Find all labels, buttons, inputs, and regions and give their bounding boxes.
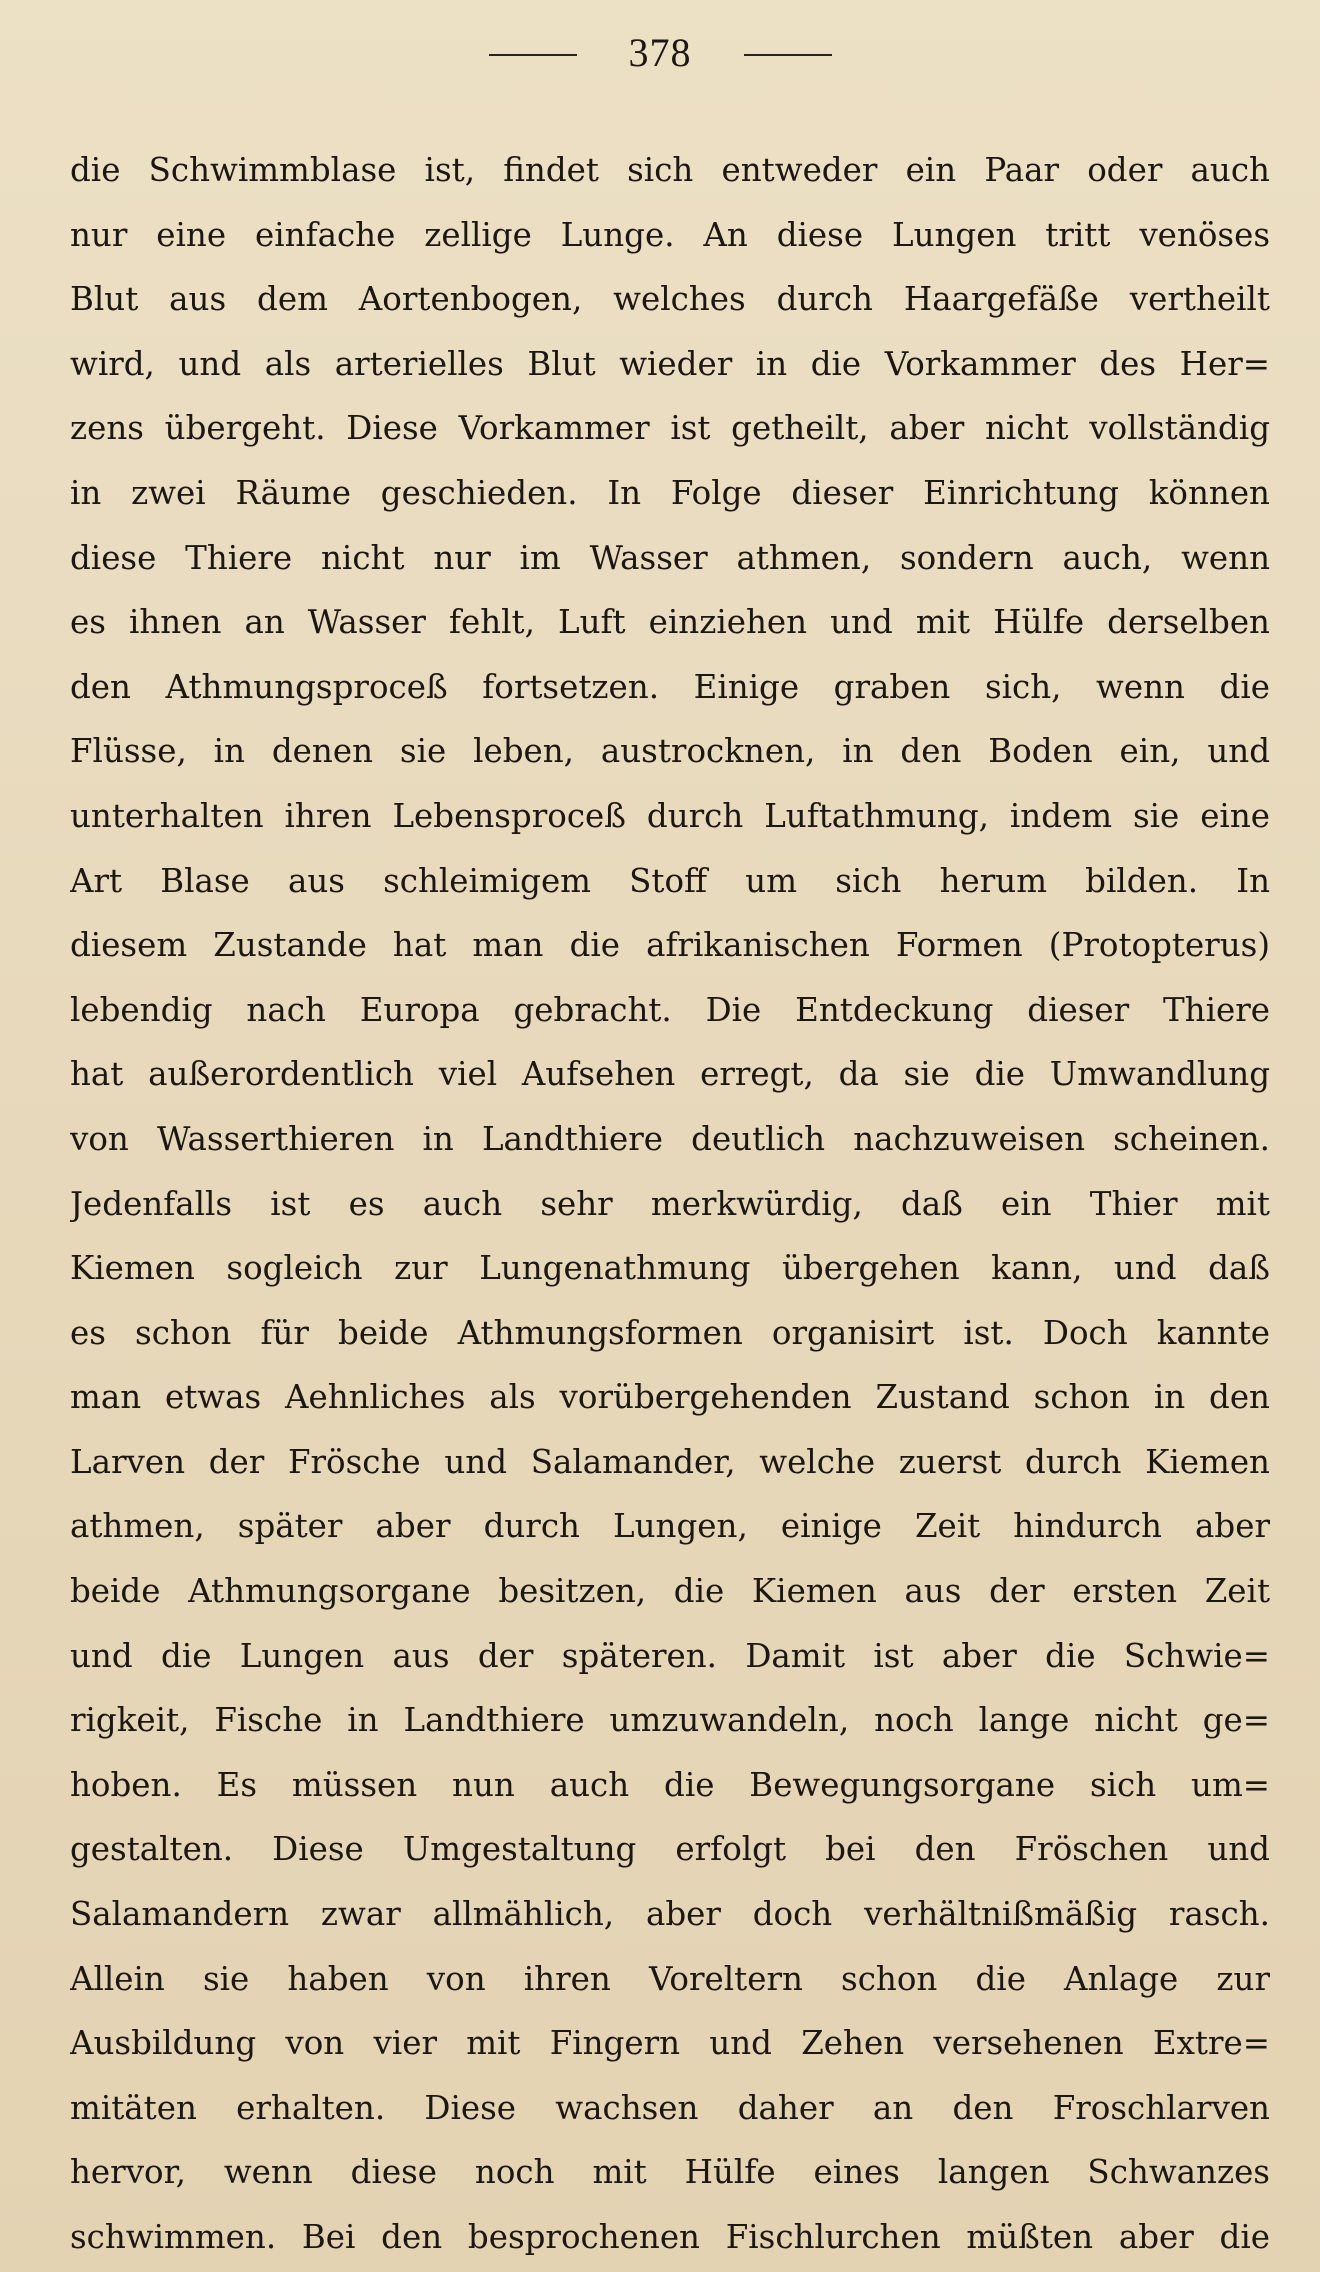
text-line: beide Athmungsorgane besitzen, die Kiemen aus der ersten Zeit: [70, 1572, 1270, 1611]
text-line: lebendig nach Europa gebracht. Die Entdeckung dieser Thiere: [70, 990, 1270, 1029]
body-text: [70, 138, 1270, 2270]
text-line: und die Lungen aus der späteren. Damit ist aber die Schwie=: [70, 1636, 1270, 1675]
text-line: die Schwimmblase ist, findet sich entweder ein Paar oder auch: [70, 151, 1270, 189]
text-line: zens übergeht. Diese Vorkammer ist getheilt, aber nicht vollständig: [70, 409, 1270, 448]
text-line: rigkeit, Fische in Landthiere umzuwandeln, noch lange nicht ge=: [70, 1701, 1270, 1740]
text-line: unterhalten ihren Lebensproceß durch Luftathmung, indem sie eine: [70, 796, 1270, 835]
text-line: Art Blase aus schleimigem Stoff um sich herum bilden. In: [70, 861, 1270, 900]
text-line: es schon für beide Athmungsformen organisirt ist. Doch kannte: [70, 1313, 1270, 1352]
text-line: Ausbildung von vier mit Fingern und Zehen versehenen Extre=: [70, 2024, 1270, 2063]
text-line: schwimmen. Bei den besprochenen Fischlurchen müßten aber die: [70, 2218, 1270, 2256]
text-line: Allein sie haben von ihren Voreltern schon die Anlage zur: [70, 1959, 1270, 1998]
text-line: diesem Zustande hat man die afrikanischen Formen (Protopterus): [70, 926, 1270, 965]
text-line: in zwei Räume geschieden. In Folge dieser Einrichtung können: [70, 473, 1270, 512]
text-line: diese Thiere nicht nur im Wasser athmen, sondern auch, wenn: [70, 538, 1270, 577]
text-line: athmen, später aber durch Lungen, einige Zeit hindurch aber: [70, 1507, 1270, 1546]
text-line: hoben. Es müssen nun auch die Bewegungsorgane sich um=: [70, 1765, 1270, 1804]
text-line: gestalten. Diese Umgestaltung erfolgt bei den Fröschen und: [70, 1830, 1270, 1869]
text-line: den Athmungsproceß fortsetzen. Einige graben sich, wenn die: [70, 667, 1270, 706]
text-line: Larven der Frösche und Salamander, welche zuerst durch Kiemen: [70, 1442, 1270, 1481]
header-rule-right: [744, 54, 832, 56]
text-line: Flüsse, in denen sie leben, austrocknen, in den Boden ein, und: [70, 732, 1270, 771]
text-line: Salamandern zwar allmählich, aber doch verhältnißmäßig rasch.: [70, 1895, 1270, 1934]
text-line: Jedenfalls ist es auch sehr merkwürdig, daß ein Thier mit: [70, 1184, 1270, 1223]
text-line: von Wasserthieren in Landthiere deutlich nachzuweisen scheinen.: [70, 1119, 1270, 1158]
page-number: 378: [628, 29, 692, 75]
text-line: wird, und als arterielles Blut wieder in die Vorkammer des Her=: [70, 344, 1270, 383]
text-line: hervor, wenn diese noch mit Hülfe eines langen Schwanzes: [70, 2153, 1270, 2192]
text-line: man etwas Aehnliches als vorübergehenden Zustand schon in den: [70, 1378, 1270, 1417]
header-rule-left: [489, 54, 577, 56]
text-line: Kiemen sogleich zur Lungenathmung übergehen kann, und daß: [70, 1249, 1270, 1288]
text-line: es ihnen an Wasser fehlt, Luft einziehen und mit Hülfe derselben: [70, 603, 1270, 642]
page-header: [0, 22, 1320, 82]
text-line: mitäten erhalten. Diese wachsen daher an den Froschlarven: [70, 2088, 1270, 2127]
text-line: nur eine einfache zellige Lunge. An diese Lungen tritt venöses: [70, 215, 1270, 254]
text-line: hat außerordentlich viel Aufsehen erregt, da sie die Umwandlung: [70, 1055, 1270, 1094]
text-line: Blut aus dem Aortenbogen, welches durch Haargefäße vertheilt: [70, 280, 1270, 319]
